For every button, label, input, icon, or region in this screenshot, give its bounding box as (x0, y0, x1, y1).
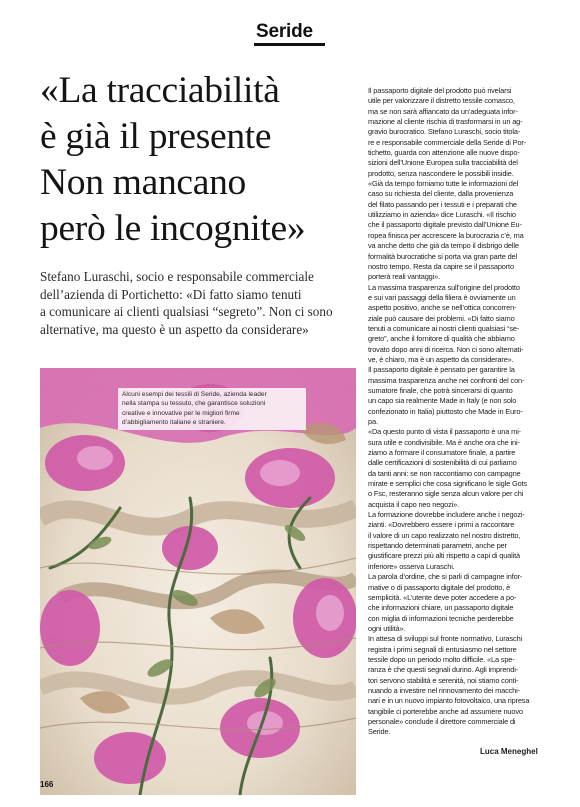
article-line: caso su richiesta del cliente, dalla provenienza (368, 189, 514, 199)
article-line: La massima trasparenza sull’origine del prodotto (368, 282, 520, 292)
article-line: rispettando determinati parametri, anche per (368, 541, 507, 551)
article-line: «Da questo punto di vista il passaporto è una mi- (368, 427, 521, 437)
article-line: del filato passando per i tessuti e i preparati che (368, 199, 517, 209)
article-line: il valore di un capo realizzato nel nostro distretto, (368, 530, 521, 540)
caption-line: Alcuni esempi dei tessili di Seride, azienda leader (122, 391, 267, 398)
article-line: e sui vari passaggi della filiera è ovviamente un (368, 292, 516, 302)
article-line: da tanti anni: se non raccontiamo con campagne (368, 468, 521, 478)
lead-line: Stefano Luraschi, socio e responsabile commerciale (40, 269, 314, 284)
headline (40, 68, 360, 252)
lead-line: a comunicare ai clienti qualsiasi “segreto”. Non ci sono (40, 304, 333, 320)
article-line: greto”, anche il fornitore di qualità che abbiamo (368, 334, 515, 344)
article-line: sumatore finale, che potrà sincerarsi di quanto (368, 385, 513, 395)
caption-line: creative e innovative per le migliori firme (122, 409, 240, 417)
article-line: La parola d’ordine, che si parli di campagne infor- (368, 572, 523, 582)
lead-line: dell’azienda di Portichetto: «Di fatto siamo tenuti (40, 286, 302, 302)
article-line: personale» conclude il direttore commerciale di (368, 716, 516, 726)
headline-line: Non mancano (40, 162, 247, 203)
article-line: tichetto, guarda con attenzione alle nuove dispo- (368, 148, 520, 158)
article-line: che il passaporto digitale previsto dall’Unione Eu- (368, 220, 522, 230)
article-line: mative o di passaporto digitale del prodotto, è (368, 582, 511, 592)
article-line: o Fsc, resteranno sigle senza alcun valore per chi (368, 489, 524, 499)
article-line: ma se non sarà affiancato da un’adeguata infor- (368, 106, 518, 116)
article-line: In attesa di sviluppi sul fronte normativo, Luraschi (368, 634, 523, 644)
article-line: re e responsabile commerciale della Seride di Por- (368, 137, 527, 147)
article-line: ranza è che questi segnali durino. Agli imprendi- (368, 665, 518, 675)
article-line: La formazione dovrebbe includere anche i negozi- (368, 510, 525, 520)
article-line: nuando a investire nel rinnovamento dei macchi- (368, 685, 520, 695)
article-line: sura utile e condivisibile. Ma è anche ora che ini- (368, 437, 520, 447)
article-line: mirate e semplici che cosa significano le sigle Gots (368, 479, 527, 489)
article-line: ziamo a formare il consumatore finale, a partire (368, 448, 516, 458)
article-line: ziale può causare dei problemi. «Di fatto siamo (368, 313, 515, 323)
article-line: zianti. «Dovrebbero essere i primi a raccontare (368, 520, 515, 530)
article-line: inferiore» osserva Luraschi. (368, 561, 455, 571)
article-line: utilizziamo in azienda» dice Luraschi. «Il rischio (368, 210, 516, 220)
section-underline (254, 43, 325, 46)
author-byline: Luca Meneghel (480, 747, 538, 756)
fabric-photo (40, 368, 356, 795)
article-line: nostro tempo. Resta da capire se il passaporto (368, 261, 514, 271)
headline-line: però le incognite» (40, 208, 306, 249)
article-line: «Già da tempo forniamo tutte le informazioni del (368, 179, 519, 189)
article-line: che informazioni chiare, un passaporto digitale (368, 603, 514, 613)
article-line: mazione al cliente rischia di trasformarsi in un ag- (368, 117, 523, 127)
article-line: ropea finisca per accrescere la burocrazia c’è, ma (368, 230, 524, 240)
article-line: tori servono stabilità e serenità, noi stiamo conti- (368, 675, 519, 685)
article-line: un capo sia realmente Made in Italy (e non solo (368, 396, 517, 406)
article-line: registra i primi segnali di entusiasmo nel settore (368, 644, 517, 654)
article-line: trovato dopo anni di ricerca. Non ci sono alternati- (368, 344, 524, 354)
article-line: formalità burocratiche si porta via gran parte del (368, 251, 518, 261)
caption-line: d’abbigliamento italiane e straniere. (122, 419, 226, 427)
article-line: sizioni dell’Unione Europea sulla tracciabilità del (368, 158, 518, 168)
photo-caption (118, 388, 306, 430)
article-line: aspetto positivo, anche se nell’ottica concorren- (368, 303, 517, 313)
article-line: nari e in un nuovo impianto fotovoltaico, una ripresa (368, 696, 530, 706)
article-line: confezionato in Italia) piuttosto che Made in Euro- (368, 406, 523, 416)
page-number: 166 (40, 780, 54, 789)
article-line: Il passaporto digitale è pensato per garantire la (368, 365, 515, 375)
article-line: pa. (368, 417, 378, 426)
article-line: porterà reali vantaggi». (368, 272, 440, 282)
article-line: giustificare prezzi più alti rispetto a capi di qualità (368, 551, 520, 561)
section-label: Seride (256, 21, 313, 42)
article-line: acquista il capo neo negozi». (368, 499, 459, 509)
article-body (368, 86, 554, 738)
article-line: tangibile ci porterebbe anche ad assumere nuovo (368, 706, 523, 716)
article-line: ve, è chiaro, ma è un aspetto da considerare». (368, 354, 514, 364)
article-line: ogni utilità». (368, 623, 406, 633)
article-line: con miglia di informazioni tecniche perderebbe (368, 613, 514, 623)
lead-paragraph (40, 268, 358, 338)
article-line: gravio burocratico. Stefano Luraschi, socio titola- (368, 127, 521, 137)
headline-line: «La tracciabilità (40, 70, 280, 111)
article-line: massima trasparenza anche nei confronti del con- (368, 375, 525, 385)
article-line: Seride. (368, 727, 391, 737)
article-line: utile per valorizzare il distretto tessile comasco, (368, 96, 515, 106)
caption-line: nella stampa su tessuto, che garantisce soluzioni (122, 400, 266, 408)
lead-line: alternative, ma questo è un aspetto da considerare» (40, 321, 309, 337)
headline-line: è già il presente (40, 116, 272, 157)
article-line: Il passaporto digitale del prodotto può rivelarsi (368, 86, 512, 95)
article-line: tenuti a comunicare ai nostri clienti qualsiasi “se- (368, 323, 520, 333)
article-line: semplicità. «L’utente deve poter accedere a po- (368, 592, 517, 602)
article-line: prodotto, senza nascondere le possibili insidie. (368, 168, 514, 178)
article-line: dalle certificazioni di sostenibilità di cui parliamo (368, 458, 517, 468)
article-line: tessile dopo un periodo molto difficile. «La spe- (368, 654, 515, 664)
article-line: va anche detto che già da tempo il disbrigo delle (368, 241, 519, 251)
